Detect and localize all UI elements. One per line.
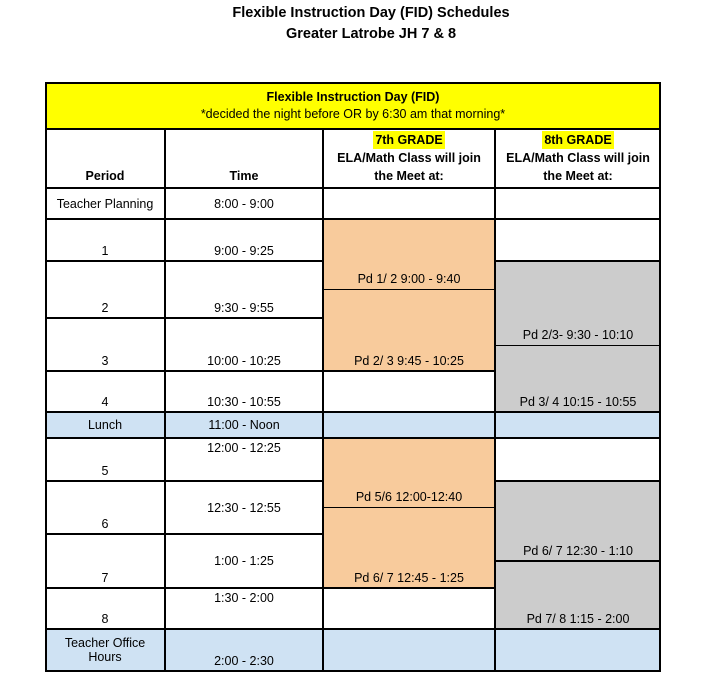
period-cell: 3 (101, 354, 109, 368)
header-grade8 (495, 129, 661, 188)
time-cell: 12:00 - 12:25 (207, 441, 281, 455)
page-subtitle: Greater Latrobe JH 7 & 8 (285, 26, 457, 42)
border-top (45, 82, 661, 84)
grade7-line2: the Meet at: (374, 169, 444, 183)
grade8-block: Pd 2/3- 9:30 - 10:10 (495, 261, 661, 345)
time-cell: 1:30 - 2:00 (214, 591, 274, 605)
time-cell: 9:00 - 9:25 (214, 244, 274, 258)
border-right (659, 82, 661, 672)
row-line (45, 128, 661, 130)
row-line (45, 370, 323, 372)
period-cell: 4 (101, 395, 109, 409)
grade8-label: 8th GRADE (544, 133, 612, 147)
row-line (45, 218, 661, 220)
period-cell: 1 (101, 244, 109, 258)
row-line (323, 507, 495, 508)
grade8-line2: the Meet at: (543, 169, 613, 183)
header-time: Time (229, 169, 259, 183)
row-line (45, 628, 661, 630)
time-cell: 8:00 - 9:00 (214, 196, 274, 211)
row-line (495, 480, 661, 482)
time-cell: 9:30 - 9:55 (214, 301, 274, 315)
row-line (45, 587, 323, 589)
period-cell: 7 (101, 571, 109, 585)
row-line (45, 260, 323, 262)
period-cell: Lunch (87, 418, 123, 432)
grade7-label: 7th GRADE (375, 133, 443, 147)
grade8-line1: ELA/Math Class will join (506, 151, 650, 165)
row-line (323, 587, 495, 589)
row-line (495, 260, 661, 262)
banner-note: *decided the night before OR by 6:30 am that morning* (200, 107, 506, 121)
row-line (495, 345, 661, 346)
grade7-line1: ELA/Math Class will join (337, 151, 481, 165)
row-line (495, 560, 661, 562)
col-line (164, 128, 166, 671)
row-line (323, 289, 495, 290)
period-cell-office-hours: Teacher Office Hours (64, 636, 146, 664)
row-line (323, 370, 495, 372)
fid-banner (45, 82, 661, 129)
row-line (45, 187, 661, 189)
grade7-block: Pd 1/ 2 9:00 - 9:40 (323, 219, 495, 289)
grade8-block: Pd 6/ 7 12:30 - 1:10 (495, 481, 661, 561)
time-cell: 12:30 - 12:55 (207, 500, 281, 515)
grade8-block: Pd 7/ 8 1:15 - 2:00 (495, 561, 661, 629)
time-cell: 10:30 - 10:55 (207, 395, 281, 409)
period-cell: 2 (101, 301, 109, 315)
header-period: Period (85, 169, 125, 183)
time-cell: 2:00 - 2:30 (214, 654, 274, 668)
col-line (494, 128, 496, 671)
grade7-block: Pd 2/ 3 9:45 - 10:25 (323, 289, 495, 371)
header-grade7 (323, 129, 495, 188)
col-line (322, 128, 324, 671)
banner-title: Flexible Instruction Day (FID) (266, 90, 440, 104)
period-cell: 8 (101, 612, 109, 626)
period-cell: 5 (101, 464, 109, 478)
grade8-block: Pd 3/ 4 10:15 - 10:55 (495, 345, 661, 412)
row-line (45, 533, 323, 535)
row-line (45, 317, 323, 319)
grade7-block: Pd 5/6 12:00-12:40 (323, 438, 495, 507)
border-left (45, 82, 47, 672)
border-bottom (45, 670, 661, 672)
time-cell: 10:00 - 10:25 (207, 354, 281, 368)
time-cell: 11:00 - Noon (208, 418, 280, 432)
page-title: Flexible Instruction Day (FID) Schedules (232, 5, 510, 21)
row-line (45, 480, 323, 482)
row-line (45, 437, 661, 439)
time-cell: 1:00 - 1:25 (214, 554, 274, 568)
grade7-block: Pd 6/ 7 12:45 - 1:25 (323, 507, 495, 588)
period-cell: 6 (101, 517, 109, 531)
period-cell: Teacher Planning (56, 196, 154, 211)
row-line (45, 411, 661, 413)
